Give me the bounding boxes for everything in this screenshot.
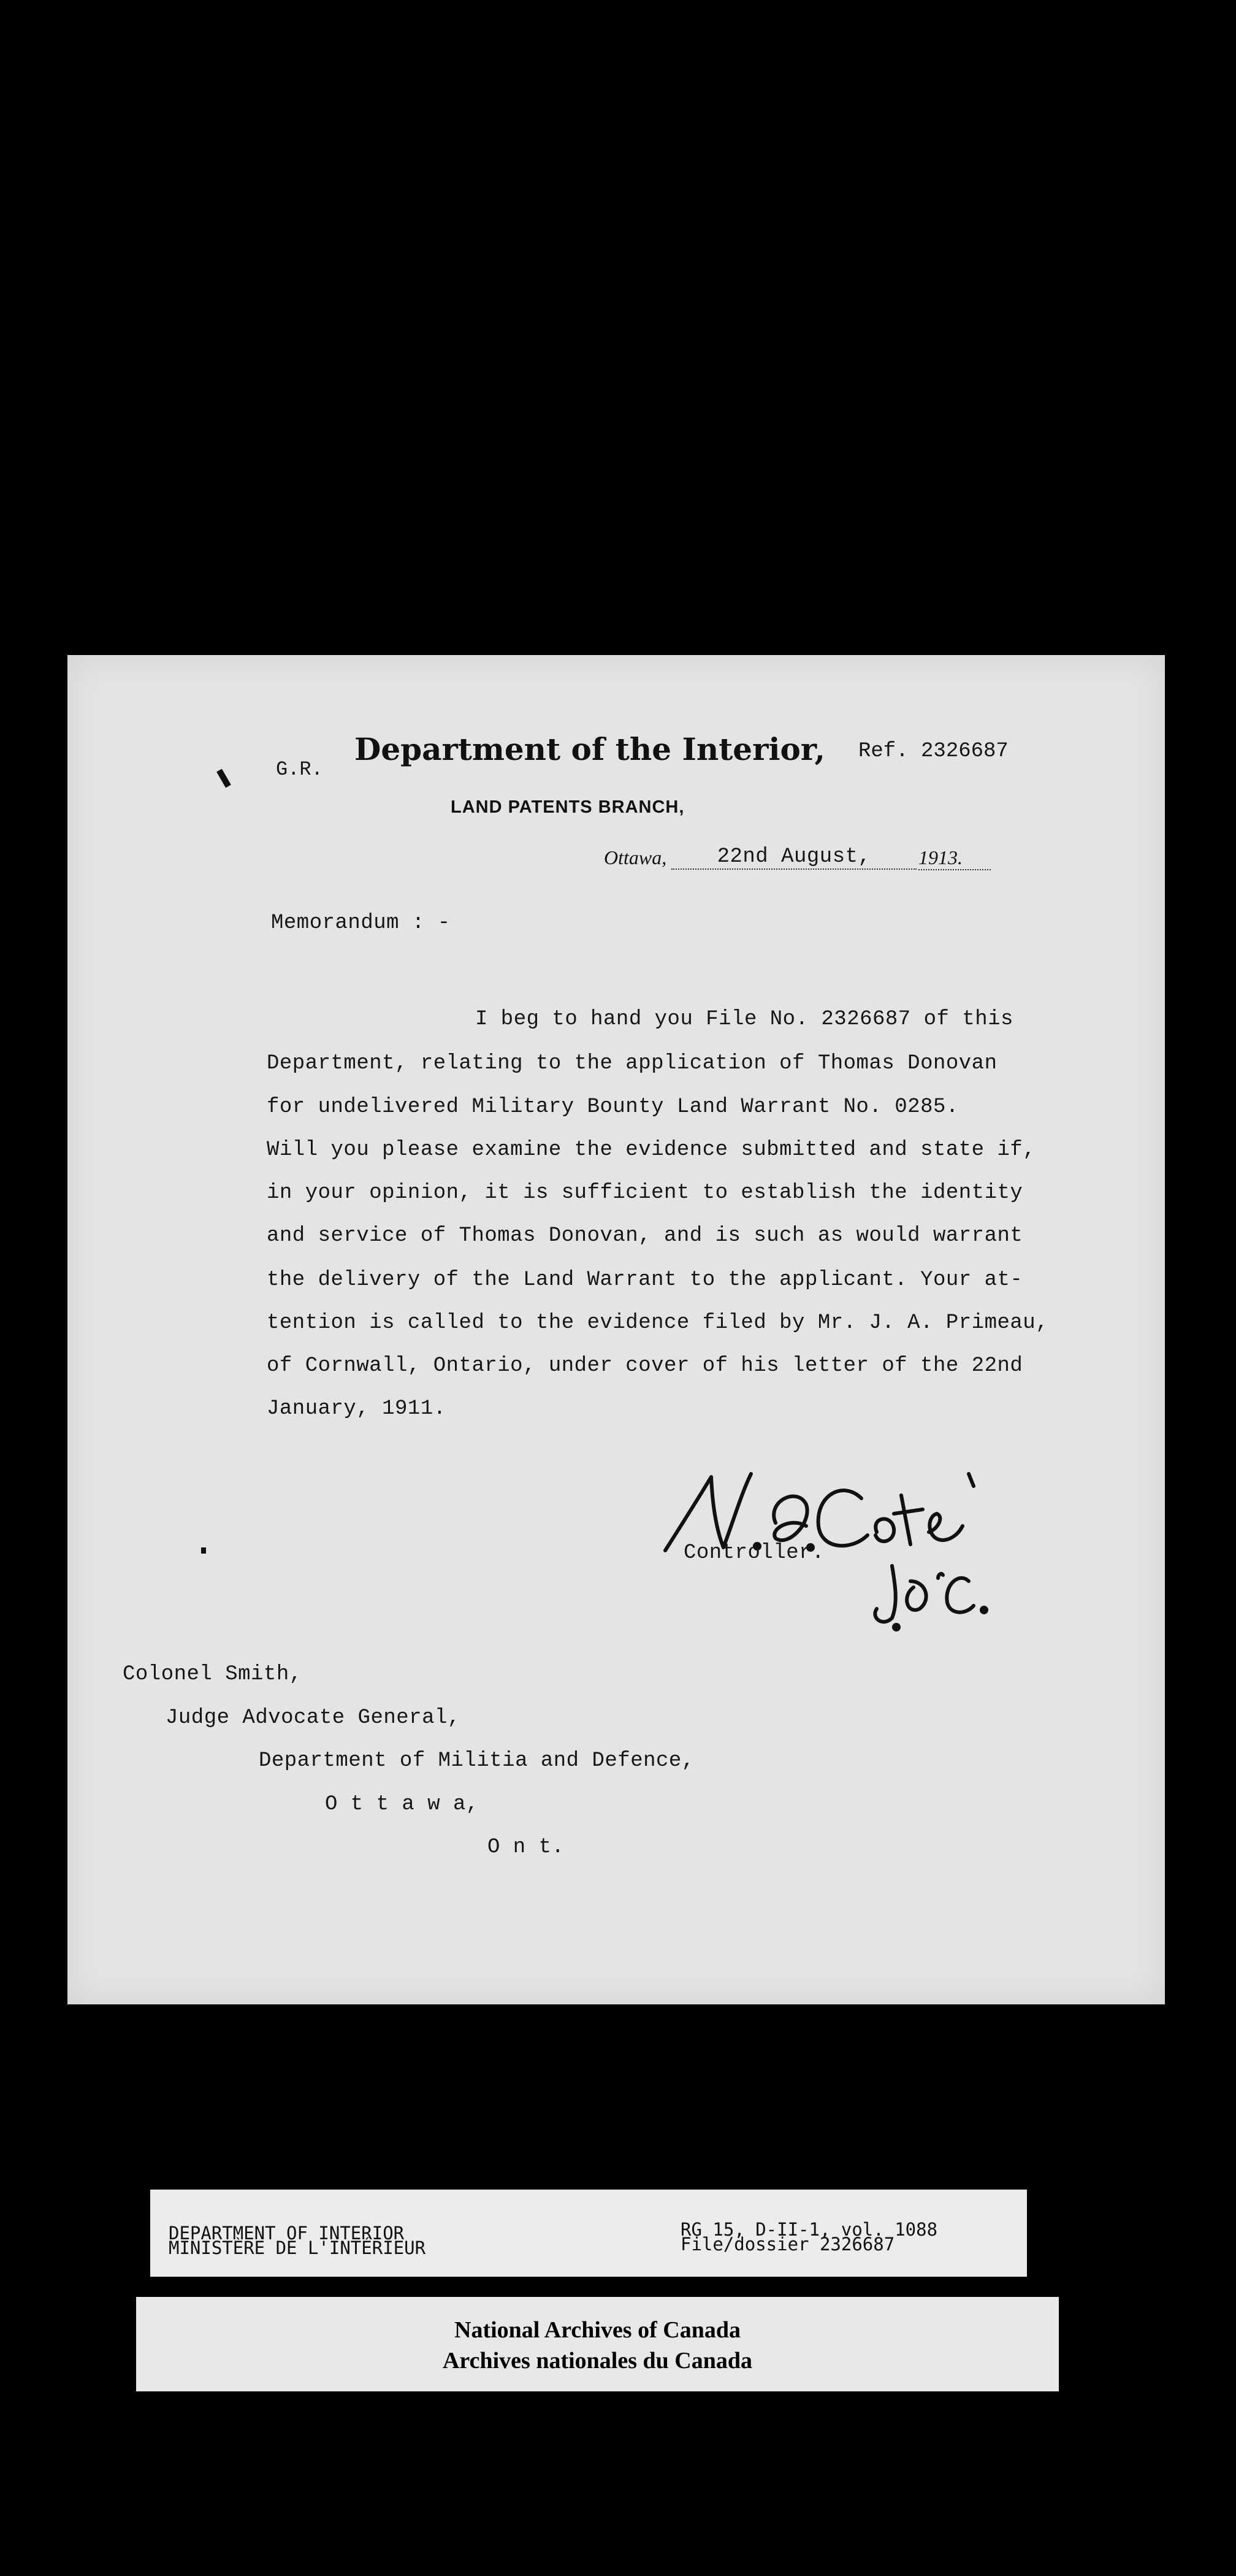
label-file-number: File/dossier 2326687 — [681, 2234, 895, 2255]
letterhead-initials: G.R. — [276, 758, 323, 781]
body-line: the delivery of the Land Warrant to the applicant. Your at- — [267, 1268, 1023, 1292]
body-line: Will you please examine the evidence submitted and state if, — [267, 1138, 1036, 1162]
label-department-en: DEPARTMENT OF INTERIOR — [169, 2223, 405, 2244]
addressee-line: Department of Militia and Defence, — [259, 1749, 695, 1773]
department-title: Department of the Interior, — [354, 731, 825, 767]
letter-page — [67, 655, 1165, 2004]
branch-name: LAND PATENTS BRANCH, — [451, 797, 685, 817]
archive-reference-label — [150, 2190, 1027, 2277]
body-line: Department, relating to the application of Thomas Donovan — [267, 1052, 998, 1075]
addressee-line: Judge Advocate General, — [166, 1706, 460, 1730]
archives-name-en: National Archives of Canada — [454, 2317, 741, 2343]
dateline-day-month: 22nd August, — [671, 845, 917, 870]
body-line: in your opinion, it is sufficient to establish the identity — [267, 1181, 1023, 1205]
body-line: January, 1911. — [267, 1397, 446, 1420]
memorandum-heading: Memorandum : - — [271, 911, 451, 935]
addressee-line: O t t a w a, — [325, 1793, 479, 1816]
archives-name-fr: Archives nationales du Canada — [442, 2348, 752, 2374]
body-line: of Cornwall, Ontario, under cover of his letter of the 22nd — [267, 1354, 1023, 1378]
dateline-place: Ottawa, — [604, 846, 667, 868]
ink-mark — [201, 1547, 206, 1554]
body-line: for undelivered Military Bounty Land Warrant No. 0285. — [267, 1095, 959, 1119]
archives-banner — [136, 2297, 1059, 2391]
label-record-group: RG 15, D-II-1, vol. 1088 — [681, 2219, 938, 2240]
ink-mark — [216, 769, 231, 788]
body-line: tention is called to the evidence filed by Mr. J. A. Primeau, — [267, 1311, 1049, 1335]
reference-number: Ref. 2326687 — [858, 740, 1009, 763]
signatory-title: Controller. — [684, 1541, 825, 1565]
addressee-line: O n t. — [487, 1836, 565, 1859]
body-line: and service of Thomas Donovan, and is such as would warrant — [267, 1224, 1023, 1248]
dateline-year: 1913. — [918, 846, 991, 870]
label-department-fr: MINISTÈRE DE L'INTÉRIEUR — [169, 2237, 426, 2258]
addressee-line: Colonel Smith, — [123, 1663, 302, 1686]
body-line: I beg to hand you File No. 2326687 of this — [475, 1008, 1013, 1031]
